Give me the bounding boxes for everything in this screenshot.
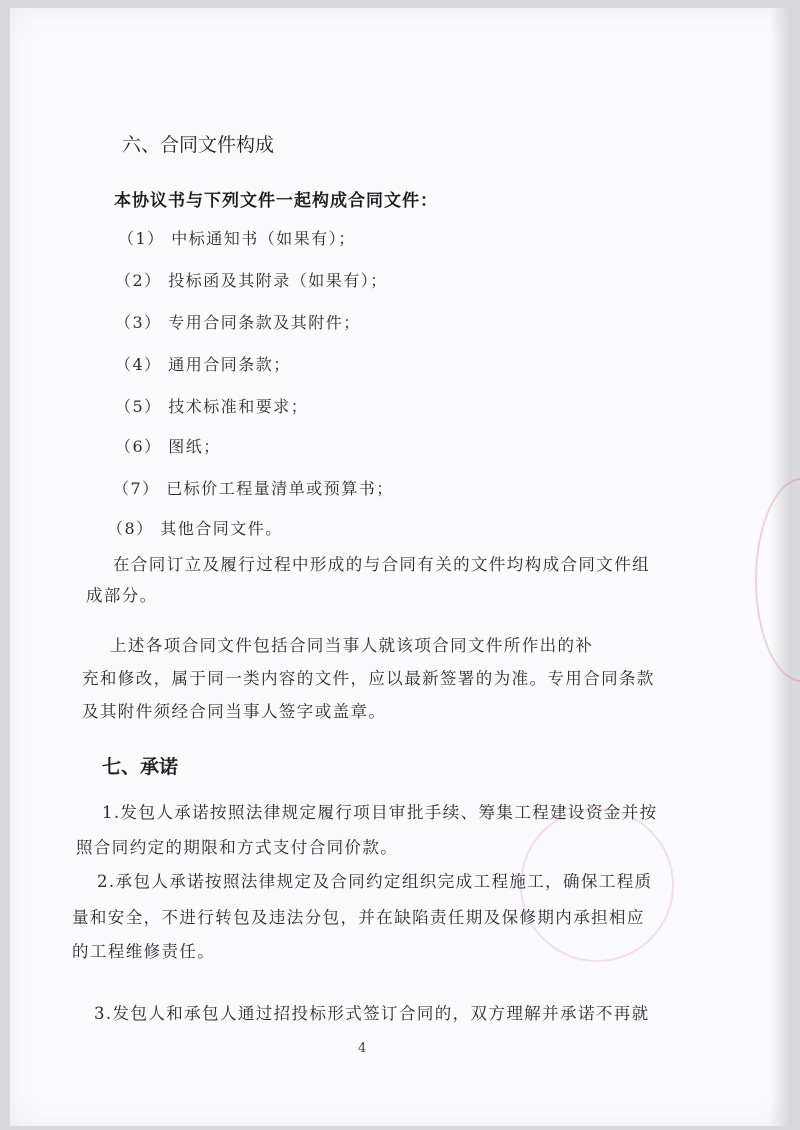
promise-2-line-3: 的工程维修责任。 [72,942,216,961]
section-7-title: 七、承诺 [102,756,179,778]
list-item: （1） 中标通知书（如果有）； [118,229,356,248]
list-item: （5） 技术标准和要求； [115,397,309,416]
paragraph-2-line-1: 上述各项合同文件包括合同当事人就该项合同文件所作出的补 [110,636,594,655]
promise-2-line-1: 2.承包人承诺按照法律规定及合同约定组织完成工程施工，确保工程质 [97,872,653,891]
section-6-title: 六、合同文件构成 [122,134,275,156]
paragraph-2-line-2: 充和修改，属于同一类内容的文件，应以最新签署的为准。专用合同条款 [82,669,655,688]
document-page [10,8,792,1126]
list-item: （8） 其他合同文件。 [107,519,283,538]
promise-2-line-2: 量和安全，不进行转包及违法分包，并在缺陷责任期及保修期内承担相应 [72,908,645,927]
promise-3-line-1: 3.发包人和承包人通过招投标形式签订合同的，双方理解并承诺不再就 [94,1004,650,1023]
list-item: （6） 图纸； [115,437,221,456]
paragraph-1-line-2: 成部分。 [86,586,158,605]
list-item: （4） 通用合同条款； [115,355,291,374]
page-number: 4 [358,1041,367,1056]
list-item: （3） 专用合同条款及其附件； [115,313,361,332]
stamp-bleed-through-edge [755,478,800,682]
paragraph-2-line-3: 及其附件须经合同当事人签字或盖章。 [82,702,387,721]
paragraph-1-line-1: 在合同订立及履行过程中形成的与合同有关的文件均构成合同文件组 [113,555,650,574]
promise-1-line-1: 1.发包人承诺按照法律规定履行项目审批手续、筹集工程建设资金并按 [102,803,658,822]
section-6-lead: 本协议书与下列文件一起构成合同文件： [114,191,438,211]
list-item: （2） 投标函及其附录（如果有）； [115,271,388,290]
promise-1-line-2: 照合同约定的期限和方式支付合同价款。 [76,838,399,857]
list-item: （7） 已标价工程量清单或预算书； [113,479,394,498]
